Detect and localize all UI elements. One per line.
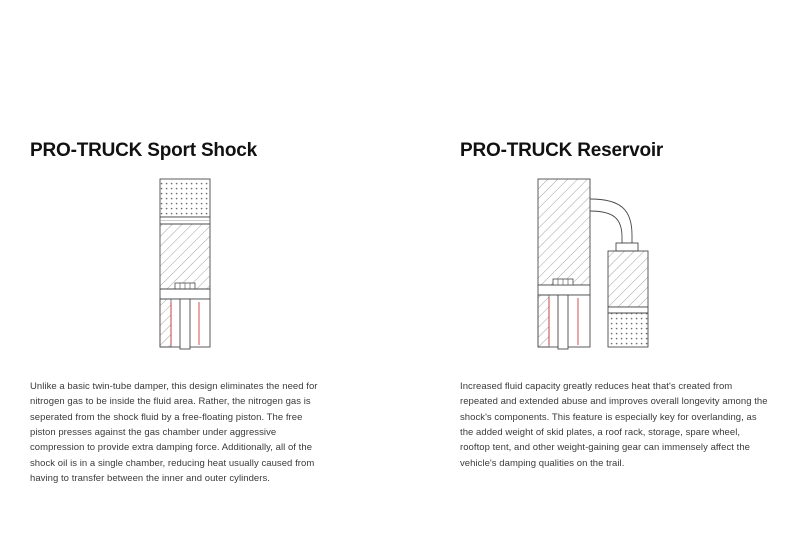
page-title-sport-shock: PRO-TRUCK Sport Shock <box>30 140 257 161</box>
body-text-reservoir: Increased fluid capacity greatly reduces heat that's created from repeated and extended abuse and improves overall longevity among the shock's components. This feature is especially key for overlanding, as the added weight of skid plates, a roof rack, storage, spare wheel, rooftop tent, and other weight-gaining gear can immensely affect the vehicle's damping qualities on the trail. <box>460 380 768 469</box>
body-text-sport-shock: Unlike a basic twin-tube damper, this design eliminates the need for nitrogen gas to be inside the fluid area. Rather, the nitrogen gas is seperated from the shock fluid by a free-floating piston. The free piston presses against the gas chamber under aggressive compression to provide extra damping force. Additionally, all of the shock oil is in a single chamber, reducing heat usually caused from having to transfer between the inner and outer cylinders. <box>30 380 318 485</box>
column-reservoir <box>460 140 770 471</box>
figure-sport-shock <box>30 177 340 357</box>
reservoir-shock-cutaway-diagram <box>520 177 695 357</box>
figure-reservoir <box>460 177 770 357</box>
page-title-reservoir: PRO-TRUCK Reservoir <box>460 140 664 161</box>
sport-shock-cutaway-diagram <box>140 177 230 357</box>
column-sport-shock <box>30 140 340 486</box>
